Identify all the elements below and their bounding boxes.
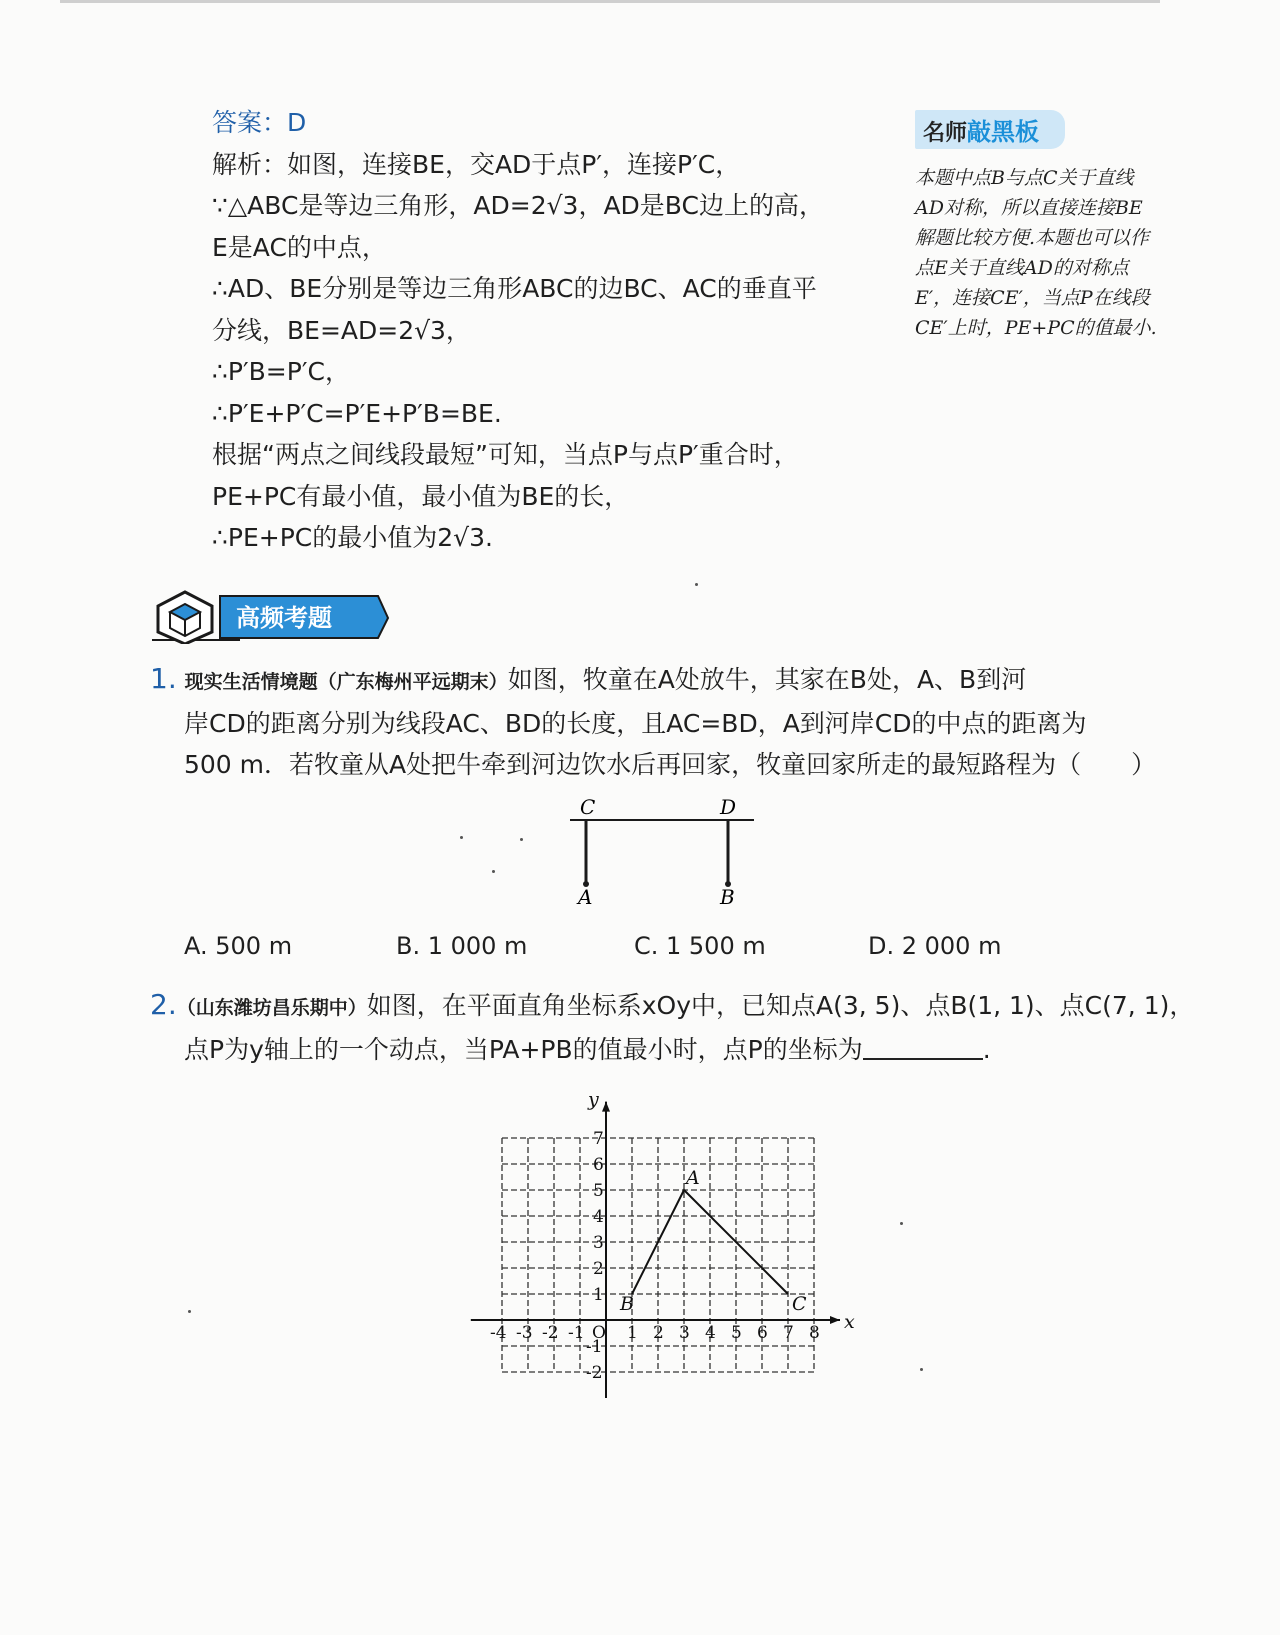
q2-number: 2. (150, 988, 177, 1021)
tip-title-prefix: 名师 (923, 121, 968, 146)
analysis-line-9: PE+PC有最小值，最小值为BE的长， (212, 481, 630, 511)
analysis-line-1: 解析：如图，连接BE，交AD于点P′，连接P′C， (212, 149, 741, 179)
q1-number: 1. (150, 662, 177, 695)
analysis-line-10: ∴PE+PC的最小值为2√3. (212, 523, 493, 552)
point-label-b: B (620, 1293, 634, 1315)
y-tick-label: 5 (593, 1181, 604, 1201)
y-axis-arrow (602, 1102, 610, 1112)
x-tick-label: 4 (705, 1323, 716, 1343)
origin-label: O (592, 1323, 606, 1343)
q2-line-end: . (982, 1035, 991, 1064)
scan-speck (920, 1368, 923, 1371)
q1-line-1: 如图，牧童在A处放牛，其家在B处，A、B到河 (507, 665, 1027, 694)
analysis-line-5: 分线，BE=AD=2√3， (212, 315, 471, 345)
y-tick-label: 7 (593, 1129, 604, 1149)
point-label-c: C (792, 1293, 807, 1315)
section-banner-graphic (150, 588, 390, 644)
page-top-rule (60, 0, 1160, 3)
q1-line-2: 岸CD的距离分别为线段AC、BD的长度，且AC=BD，A到河岸CD的中点的距离为 (184, 709, 1087, 738)
x-tick-label: -4 (490, 1323, 507, 1343)
q2-tag: （山东潍坊昌乐期中） (176, 997, 367, 1019)
section-title: 高频考题 (236, 604, 332, 632)
y-tick-label: -2 (586, 1363, 603, 1383)
question-1 (150, 658, 1180, 785)
label-a: A (578, 885, 593, 906)
x-tick-label: 7 (783, 1323, 794, 1343)
scan-speck (460, 836, 463, 839)
teacher-tip (915, 110, 1175, 343)
label-d: D (720, 796, 737, 819)
y-tick-label: 1 (593, 1285, 604, 1305)
point-label-a: A (686, 1167, 700, 1189)
analysis-line-8: 根据“两点之间线段最短”可知，当点P与点P′重合时， (212, 440, 799, 469)
scan-speck (188, 1310, 191, 1313)
q1-tag: 现实生活情境题（广东梅州平远期末） (184, 671, 508, 693)
analysis-line-4: ∴AD、BE分别是等边三角形ABC的边BC、AC的垂直平 (212, 274, 817, 303)
x-axis-label: x (844, 1311, 855, 1333)
x-tick-label: 2 (653, 1323, 664, 1343)
tip-title (915, 110, 1065, 149)
scan-speck (520, 838, 523, 841)
scan-speck (695, 583, 698, 586)
x-tick-label: 6 (757, 1323, 768, 1343)
x-tick-label: -2 (542, 1323, 559, 1343)
y-tick-label: -1 (586, 1337, 603, 1357)
y-tick-label: 3 (593, 1233, 604, 1253)
x-tick-label: -3 (516, 1323, 533, 1343)
scan-speck (492, 870, 495, 873)
option-c[interactable]: C. 1 500 m (634, 932, 766, 960)
q1-figure (560, 796, 760, 906)
x-tick-label: 3 (679, 1323, 690, 1343)
x-tick-label: 5 (731, 1323, 742, 1343)
x-tick-label: 8 (809, 1323, 820, 1343)
analysis-line-2: ∵△ABC是等边三角形，AD=2√3，AD是BC边上的高， (212, 191, 824, 220)
y-tick-label: 4 (593, 1207, 604, 1227)
x-axis-arrow (830, 1316, 840, 1324)
option-a[interactable]: A. 500 m (184, 932, 293, 960)
q2-line-1: 如图，在平面直角坐标系xOy中，已知点A(3, 5)、点B(1, 1)、点C(7, 1)， (366, 991, 1195, 1020)
scan-speck (900, 1222, 903, 1225)
q1-line-3: 500 m．若牧童从A处把牛牵到河边饮水后再回家，牧童回家所走的最短路程为（ ） (184, 750, 1157, 779)
y-tick-label: 6 (593, 1155, 604, 1175)
analysis-line-3: E是AC的中点， (212, 232, 387, 262)
answer-analysis (212, 102, 892, 559)
x-tick-label: 1 (627, 1323, 638, 1343)
option-b[interactable]: B. 1 000 m (396, 932, 528, 960)
analysis-line-7: ∴P′E+P′C=P′E+P′B=BE. (212, 398, 502, 428)
tip-title-highlight: 敲黑板 (967, 118, 1040, 146)
section-banner (150, 588, 390, 644)
tip-body: 本题中点B与点C关于直线AD对称，所以直接连接BE解题比较方便.本题也可以作点E关于直线AD的对称点E′，连接CE′，当点P在线段CE′上时，PE+PC的值最小. (915, 167, 1157, 339)
q2-line-2: 点P为y轴上的一个动点，当PA+PB的值最小时，点P的坐标为 (184, 1035, 863, 1064)
q2-coordinate-grid (460, 1078, 860, 1408)
answer-blank[interactable] (863, 1032, 983, 1060)
label-c: C (580, 796, 596, 819)
answer-label: 答案：D (212, 108, 307, 137)
question-2 (150, 984, 1195, 1070)
analysis-line-6: ∴P′B=P′C， (212, 357, 350, 386)
y-tick-label: 2 (593, 1259, 604, 1279)
option-d[interactable]: D. 2 000 m (868, 932, 1002, 960)
x-tick-label: -1 (568, 1323, 585, 1343)
y-axis-label: y (588, 1088, 599, 1111)
label-b: B (720, 885, 735, 906)
